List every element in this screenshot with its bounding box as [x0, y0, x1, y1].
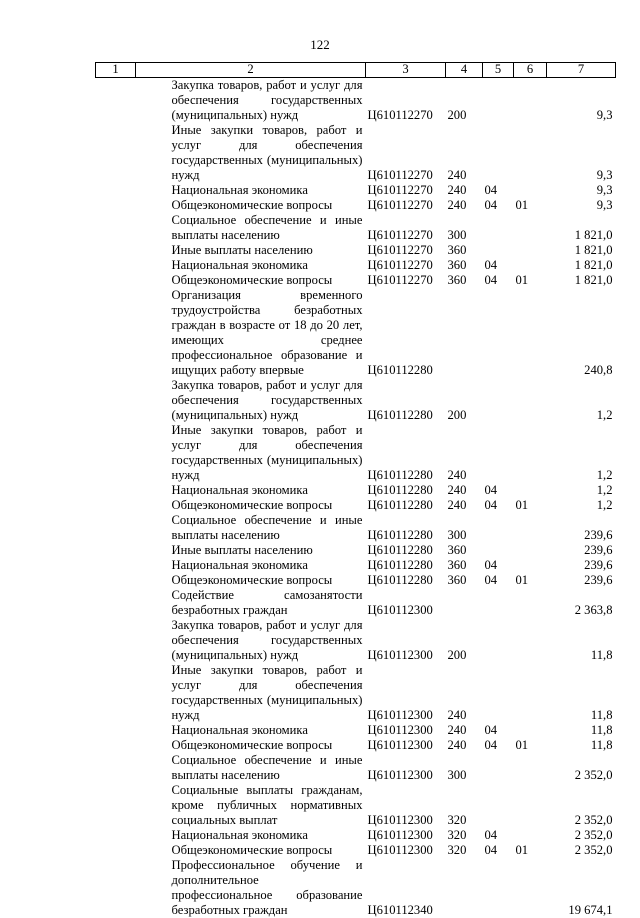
table-row — [96, 618, 616, 663]
table-row — [96, 663, 616, 723]
row-subsection — [514, 423, 547, 483]
row-subsection — [514, 663, 547, 723]
row-expense-type: 360 — [446, 258, 483, 273]
row-number-cell — [96, 663, 136, 723]
row-number-cell — [96, 588, 136, 618]
row-amount: 240,8 — [547, 288, 616, 378]
row-section — [483, 378, 514, 423]
row-target-code: Ц610112270 — [366, 198, 446, 213]
row-expense-type: 320 — [446, 828, 483, 843]
row-amount: 1 821,0 — [547, 213, 616, 243]
row-name: Закупка товаров, работ и услуг для обеспечения государственных (муниципальных) нужд — [136, 618, 366, 663]
table-row — [96, 753, 616, 783]
row-subsection: 01 — [514, 498, 547, 513]
row-number-cell — [96, 213, 136, 243]
row-expense-type: 360 — [446, 543, 483, 558]
header-row — [96, 63, 616, 78]
row-subsection — [514, 258, 547, 273]
row-name: Иные закупки товаров, работ и услуг для обеспечения государственных (муниципальных) нужд — [136, 663, 366, 723]
row-subsection — [514, 78, 547, 124]
row-target-code: Ц610112280 — [366, 423, 446, 483]
row-expense-type: 240 — [446, 663, 483, 723]
table-row — [96, 198, 616, 213]
row-name: Национальная экономика — [136, 558, 366, 573]
row-section — [483, 243, 514, 258]
row-amount: 19 674,1 — [547, 858, 616, 918]
header-cell-7: 7 — [547, 63, 616, 78]
table-row — [96, 828, 616, 843]
row-amount: 1,2 — [547, 498, 616, 513]
row-subsection — [514, 753, 547, 783]
row-section: 04 — [483, 183, 514, 198]
row-expense-type: 200 — [446, 78, 483, 124]
row-number-cell — [96, 498, 136, 513]
row-subsection — [514, 783, 547, 828]
table-row — [96, 288, 616, 378]
row-subsection — [514, 828, 547, 843]
row-expense-type: 240 — [446, 483, 483, 498]
row-section — [483, 663, 514, 723]
row-expense-type: 240 — [446, 423, 483, 483]
row-target-code: Ц610112270 — [366, 258, 446, 273]
row-section — [483, 288, 514, 378]
row-name: Социальное обеспечение и иные выплаты населению — [136, 213, 366, 243]
row-amount: 239,6 — [547, 558, 616, 573]
row-expense-type: 240 — [446, 723, 483, 738]
row-number-cell — [96, 483, 136, 498]
row-subsection — [514, 483, 547, 498]
table-row — [96, 243, 616, 258]
row-expense-type: 200 — [446, 378, 483, 423]
row-amount: 1 821,0 — [547, 273, 616, 288]
row-section — [483, 78, 514, 124]
row-target-code: Ц610112280 — [366, 498, 446, 513]
row-subsection — [514, 213, 547, 243]
row-subsection — [514, 723, 547, 738]
table-row — [96, 123, 616, 183]
table-row — [96, 78, 616, 124]
row-expense-type: 320 — [446, 783, 483, 828]
row-target-code: Ц610112280 — [366, 483, 446, 498]
table-row — [96, 378, 616, 423]
row-amount: 1,2 — [547, 378, 616, 423]
row-name: Профессиональное обучение и дополнительное профессиональное образование безработных граждан — [136, 858, 366, 918]
row-target-code: Ц610112270 — [366, 243, 446, 258]
header-cell-1: 1 — [96, 63, 136, 78]
row-name: Иные закупки товаров, работ и услуг для обеспечения государственных (муниципальных) нужд — [136, 423, 366, 483]
table-row — [96, 273, 616, 288]
row-amount: 11,8 — [547, 663, 616, 723]
row-number-cell — [96, 723, 136, 738]
row-name: Социальные выплаты гражданам, кроме публичных нормативных социальных выплат — [136, 783, 366, 828]
row-target-code: Ц610112270 — [366, 78, 446, 124]
header-cell-3: 3 — [366, 63, 446, 78]
row-subsection — [514, 618, 547, 663]
row-section — [483, 618, 514, 663]
row-amount: 2 352,0 — [547, 843, 616, 858]
row-name: Общеэкономические вопросы — [136, 738, 366, 753]
row-amount: 11,8 — [547, 738, 616, 753]
table-row — [96, 183, 616, 198]
row-number-cell — [96, 273, 136, 288]
row-number-cell — [96, 573, 136, 588]
row-section: 04 — [483, 573, 514, 588]
row-name: Общеэкономические вопросы — [136, 198, 366, 213]
row-name: Социальное обеспечение и иные выплаты населению — [136, 753, 366, 783]
row-amount: 2 363,8 — [547, 588, 616, 618]
row-section — [483, 123, 514, 183]
row-section — [483, 543, 514, 558]
table-row — [96, 498, 616, 513]
row-target-code: Ц610112300 — [366, 723, 446, 738]
row-expense-type: 240 — [446, 738, 483, 753]
row-name: Общеэкономические вопросы — [136, 273, 366, 288]
row-name: Содействие самозанятости безработных граждан — [136, 588, 366, 618]
row-section: 04 — [483, 198, 514, 213]
row-expense-type — [446, 858, 483, 918]
row-amount: 11,8 — [547, 618, 616, 663]
row-amount: 9,3 — [547, 198, 616, 213]
row-expense-type: 240 — [446, 498, 483, 513]
header-cell-6: 6 — [514, 63, 547, 78]
row-target-code: Ц610112300 — [366, 618, 446, 663]
row-name: Национальная экономика — [136, 183, 366, 198]
row-section: 04 — [483, 273, 514, 288]
row-expense-type: 200 — [446, 618, 483, 663]
row-subsection: 01 — [514, 843, 547, 858]
row-target-code: Ц610112270 — [366, 183, 446, 198]
row-amount: 11,8 — [547, 723, 616, 738]
row-amount: 9,3 — [547, 78, 616, 124]
row-target-code: Ц610112280 — [366, 573, 446, 588]
row-number-cell — [96, 558, 136, 573]
row-section: 04 — [483, 723, 514, 738]
row-number-cell — [96, 618, 136, 663]
row-name: Национальная экономика — [136, 723, 366, 738]
row-number-cell — [96, 123, 136, 183]
row-section — [483, 423, 514, 483]
row-subsection — [514, 558, 547, 573]
table-row — [96, 213, 616, 243]
row-amount: 2 352,0 — [547, 783, 616, 828]
row-target-code: Ц610112280 — [366, 378, 446, 423]
row-amount: 2 352,0 — [547, 753, 616, 783]
row-section — [483, 213, 514, 243]
row-name: Общеэкономические вопросы — [136, 843, 366, 858]
table-row — [96, 723, 616, 738]
row-target-code: Ц610112300 — [366, 783, 446, 828]
row-expense-type: 240 — [446, 183, 483, 198]
row-number-cell — [96, 423, 136, 483]
row-expense-type — [446, 288, 483, 378]
row-subsection — [514, 858, 547, 918]
row-name: Общеэкономические вопросы — [136, 573, 366, 588]
budget-table — [95, 62, 616, 918]
table-row — [96, 858, 616, 918]
table-row — [96, 738, 616, 753]
row-number-cell — [96, 783, 136, 828]
table-row — [96, 588, 616, 618]
row-section — [483, 858, 514, 918]
row-name: Организация временного трудоустройства безработных граждан в возрасте от 18 до 20 лет, имеющих среднее профессиональное образование и ищущих работу впервые — [136, 288, 366, 378]
table-row — [96, 783, 616, 828]
row-section: 04 — [483, 558, 514, 573]
row-expense-type: 300 — [446, 513, 483, 543]
table-body — [96, 63, 616, 918]
row-number-cell — [96, 753, 136, 783]
row-section — [483, 588, 514, 618]
row-name: Национальная экономика — [136, 258, 366, 273]
table-row — [96, 258, 616, 273]
row-amount: 2 352,0 — [547, 828, 616, 843]
table-row — [96, 513, 616, 543]
row-subsection — [514, 378, 547, 423]
row-subsection: 01 — [514, 198, 547, 213]
row-target-code: Ц610112300 — [366, 753, 446, 783]
row-number-cell — [96, 378, 136, 423]
row-number-cell — [96, 183, 136, 198]
row-number-cell — [96, 513, 136, 543]
row-amount: 1 821,0 — [547, 243, 616, 258]
row-section: 04 — [483, 738, 514, 753]
row-amount: 239,6 — [547, 543, 616, 558]
row-target-code: Ц610112280 — [366, 558, 446, 573]
header-cell-2: 2 — [136, 63, 366, 78]
table-row — [96, 558, 616, 573]
row-subsection — [514, 288, 547, 378]
row-number-cell — [96, 288, 136, 378]
row-target-code: Ц610112300 — [366, 843, 446, 858]
row-target-code: Ц610112300 — [366, 738, 446, 753]
row-expense-type — [446, 588, 483, 618]
row-number-cell — [96, 258, 136, 273]
row-expense-type: 360 — [446, 573, 483, 588]
table-row — [96, 483, 616, 498]
row-target-code: Ц610112300 — [366, 828, 446, 843]
row-target-code: Ц610112340 — [366, 858, 446, 918]
row-name: Иные закупки товаров, работ и услуг для обеспечения государственных (муниципальных) нужд — [136, 123, 366, 183]
row-amount: 1,2 — [547, 483, 616, 498]
row-expense-type: 240 — [446, 198, 483, 213]
row-section — [483, 513, 514, 543]
row-name: Социальное обеспечение и иные выплаты населению — [136, 513, 366, 543]
row-subsection: 01 — [514, 738, 547, 753]
row-section — [483, 783, 514, 828]
row-expense-type: 300 — [446, 753, 483, 783]
table-row — [96, 843, 616, 858]
row-subsection: 01 — [514, 573, 547, 588]
row-number-cell — [96, 738, 136, 753]
row-subsection — [514, 183, 547, 198]
row-name: Иные выплаты населению — [136, 243, 366, 258]
row-target-code: Ц610112300 — [366, 588, 446, 618]
row-subsection — [514, 123, 547, 183]
row-number-cell — [96, 543, 136, 558]
row-section: 04 — [483, 258, 514, 273]
row-number-cell — [96, 843, 136, 858]
row-section — [483, 753, 514, 783]
row-amount: 9,3 — [547, 183, 616, 198]
row-target-code: Ц610112280 — [366, 543, 446, 558]
row-name: Иные выплаты населению — [136, 543, 366, 558]
row-name: Закупка товаров, работ и услуг для обеспечения государственных (муниципальных) нужд — [136, 78, 366, 124]
row-expense-type: 360 — [446, 273, 483, 288]
header-cell-5: 5 — [483, 63, 514, 78]
row-subsection — [514, 588, 547, 618]
row-amount: 9,3 — [547, 123, 616, 183]
table-row — [96, 573, 616, 588]
row-section: 04 — [483, 828, 514, 843]
page-number: 122 — [0, 37, 640, 53]
row-subsection — [514, 243, 547, 258]
row-number-cell — [96, 243, 136, 258]
row-target-code: Ц610112280 — [366, 513, 446, 543]
row-expense-type: 240 — [446, 123, 483, 183]
row-number-cell — [96, 828, 136, 843]
row-subsection — [514, 543, 547, 558]
header-cell-4: 4 — [446, 63, 483, 78]
row-subsection: 01 — [514, 273, 547, 288]
row-amount: 1,2 — [547, 423, 616, 483]
table-row — [96, 543, 616, 558]
row-name: Национальная экономика — [136, 828, 366, 843]
row-target-code: Ц610112280 — [366, 288, 446, 378]
row-target-code: Ц610112270 — [366, 123, 446, 183]
row-number-cell — [96, 198, 136, 213]
row-expense-type: 300 — [446, 213, 483, 243]
row-target-code: Ц610112270 — [366, 213, 446, 243]
row-name: Общеэкономические вопросы — [136, 498, 366, 513]
table-row — [96, 423, 616, 483]
row-number-cell — [96, 858, 136, 918]
row-number-cell — [96, 78, 136, 124]
row-expense-type: 320 — [446, 843, 483, 858]
row-expense-type: 360 — [446, 243, 483, 258]
row-name: Закупка товаров, работ и услуг для обеспечения государственных (муниципальных) нужд — [136, 378, 366, 423]
row-target-code: Ц610112270 — [366, 273, 446, 288]
row-target-code: Ц610112300 — [366, 663, 446, 723]
row-section: 04 — [483, 498, 514, 513]
row-name: Национальная экономика — [136, 483, 366, 498]
row-amount: 1 821,0 — [547, 258, 616, 273]
row-expense-type: 360 — [446, 558, 483, 573]
row-section: 04 — [483, 843, 514, 858]
row-subsection — [514, 513, 547, 543]
row-amount: 239,6 — [547, 573, 616, 588]
row-amount: 239,6 — [547, 513, 616, 543]
row-section: 04 — [483, 483, 514, 498]
